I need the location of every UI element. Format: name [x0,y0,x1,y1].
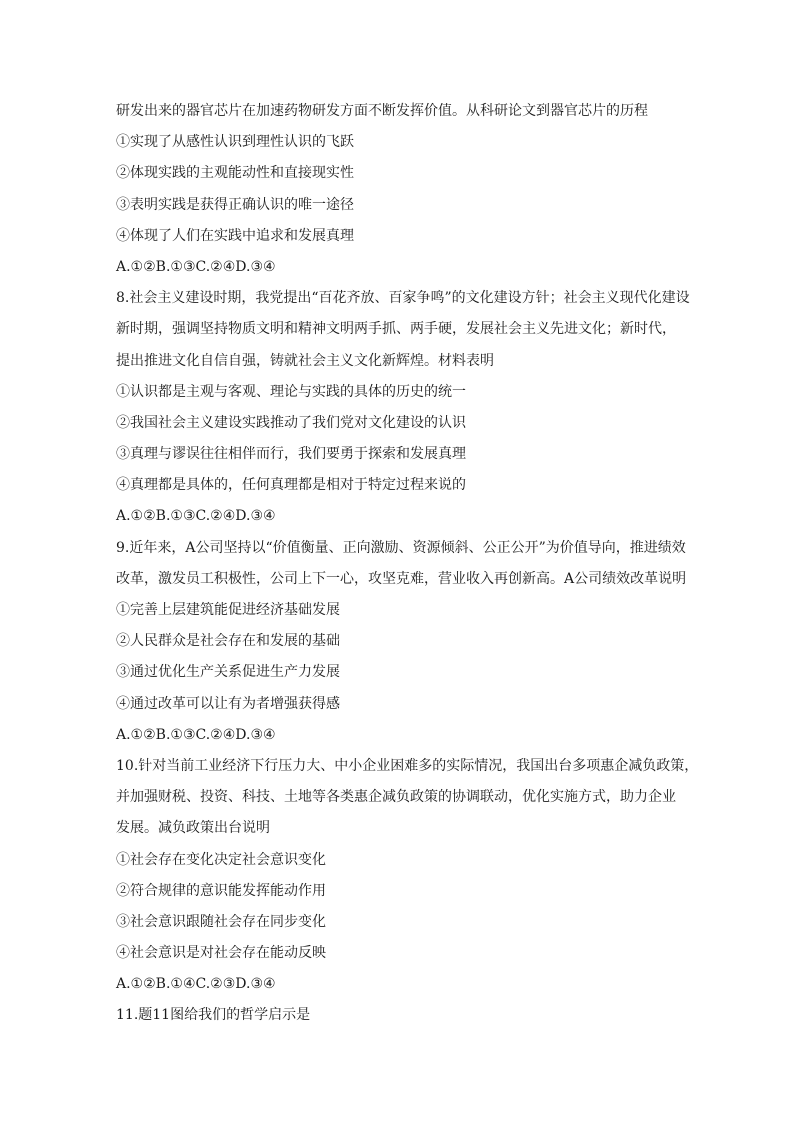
question-9-option-3: ③通过优化生产关系促进生产力发展 [116,664,340,681]
question-11 [116,1000,686,1031]
question-8-choices: A.①②B.①③C.②④D.③④ [116,508,276,525]
question-9-option-2: ②人民群众是社会存在和发展的基础 [116,633,340,650]
document-page [116,96,699,1032]
question-7-stem-line-1: 研发出来的器官芯片在加速药物研发方面不断发挥价值。从科研论文到器官芯片的历程 [116,103,648,119]
question-8-option-3: ③真理与谬误往往相伴而行，我们要勇于探索和发展真理 [116,446,466,463]
question-10-option-3: ③社会意识跟随社会存在同步变化 [116,913,326,930]
question-8-option-1: ①认识都是主观与客观、理论与实践的具体的历史的统一 [116,383,466,400]
question-9-choices: A.①②B.①③C.②④D.③④ [116,726,276,743]
question-11-stem-line-1: 11.题11图给我们的哲学启示是 [116,1007,311,1024]
question-8 [116,283,690,533]
question-7-choices: A.①②B.①③C.②④D.③④ [116,258,276,275]
question-9 [116,533,686,751]
question-9-option-1: ①完善上层建筑能促进经济基础发展 [116,602,340,618]
question-10-option-2: ②符合规律的意识能发挥能动作用 [116,882,326,899]
question-10-stem-line-2: 并加强财税、投资、科技、土地等各类惠企减负政策的协调联动，优化实施方式，助力企业 [116,789,676,806]
question-9-stem-line-2: 改革，激发员工积极性，公司上下一心，攻坚克难，营业收入再创新高。A公司绩效改革说明 [116,570,687,587]
question-10-option-4: ④社会意识是对社会存在能动反映 [116,945,326,962]
question-7-option-2: ②体现实践的主观能动性和直接现实性 [116,165,354,182]
question-10 [116,751,699,1001]
question-8-stem-line-1: 8.社会主义建设时期，我党提出“百花齐放、百家争鸣”的文化建设方针；社会主义现代化建设 [116,290,690,307]
question-10-stem-line-1: 10.针对当前工业经济下行压力大、中小企业困难多的实际情况，我国出台多项惠企减负政策， [116,757,699,774]
question-8-stem-line-2: 新时期，强调坚持物质文明和精神文明两手抓、两手硬，发展社会主义先进文化；新时代， [116,321,676,338]
question-7-option-3: ③表明实践是获得正确认识的唯一途径 [116,196,354,213]
question-10-choices: A.①②B.①④C.②③D.③④ [116,976,276,993]
question-8-stem-line-3: 提出推进文化自信自强，铸就社会主义文化新辉煌。材料表明 [116,352,494,369]
question-8-option-2: ②我国社会主义建设实践推动了我们党对文化建设的认识 [116,414,466,431]
question-7 [116,96,686,283]
question-8-option-4: ④真理都是具体的，任何真理都是相对于特定过程来说的 [116,477,466,494]
question-7-option-1: ①实现了从感性认识到理性认识的飞跃 [116,134,354,151]
question-10-option-1: ①社会存在变化决定社会意识变化 [116,851,326,868]
question-9-stem-line-1: 9.近年来，A公司坚持以“价值衡量、正向激励、资源倾斜、公正公开”为价值导向，推进绩效 [116,539,686,556]
question-9-option-4: ④通过改革可以让有为者增强获得感 [116,695,340,712]
question-10-stem-line-3: 发展。减负政策出台说明 [116,820,270,837]
question-7-option-4: ④体现了人们在实践中追求和发展真理 [116,227,354,244]
